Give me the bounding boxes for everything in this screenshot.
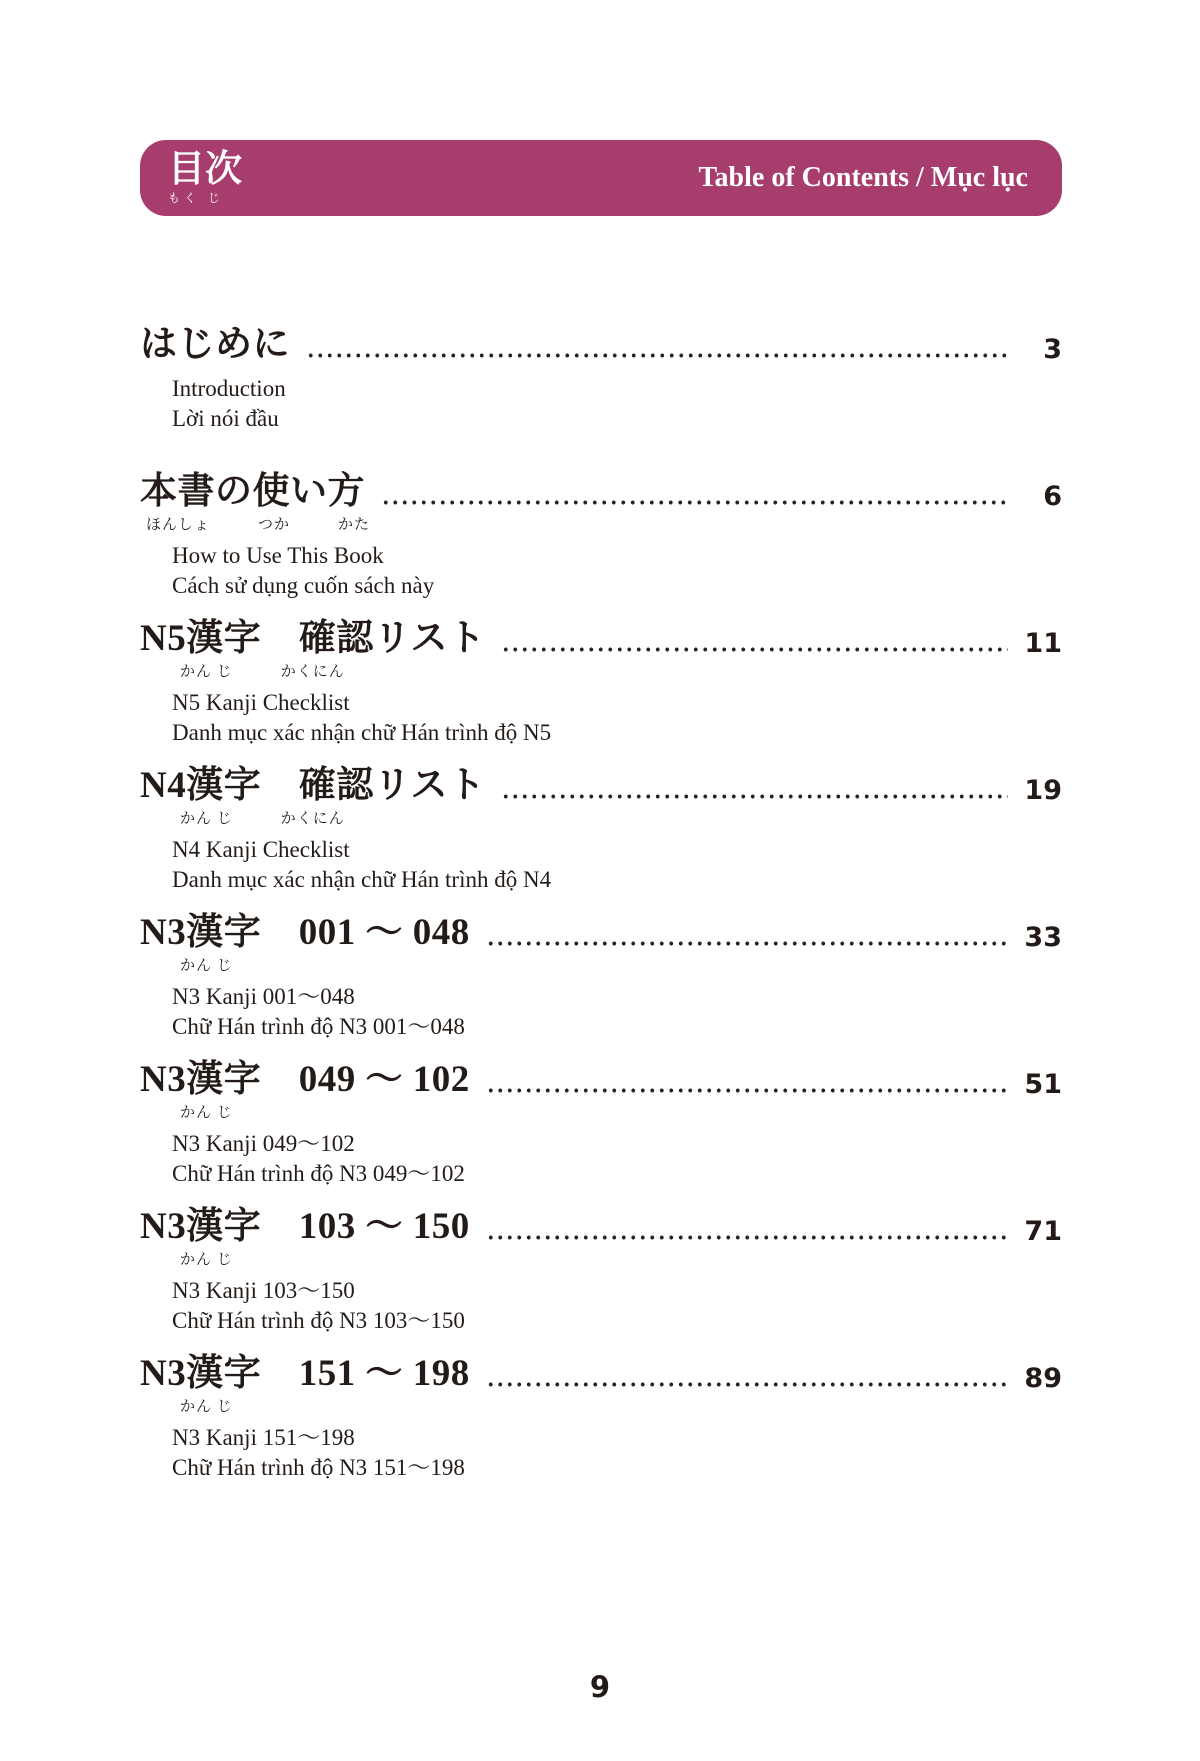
toc-entry-title: N3漢字 103 〜 150 — [140, 1206, 470, 1247]
toc-entry-title: 本書の使い方 — [140, 471, 365, 512]
page-number: 19 — [1024, 775, 1062, 806]
toc-entry-furigana: かん じ — [180, 1252, 233, 1268]
toc-entry — [140, 322, 1062, 434]
dotted-leader — [486, 1382, 1008, 1387]
toc-entry — [140, 910, 1062, 1042]
toc-entry-title-row — [140, 763, 1062, 809]
footer-page-number: 9 — [589, 1670, 611, 1704]
toc-entry-subtitles — [140, 1423, 1062, 1483]
toc-entry-title-row — [140, 322, 1062, 368]
toc-entry — [140, 616, 1062, 748]
toc-entry-title-row — [140, 1057, 1062, 1103]
dotted-leader — [486, 941, 1008, 946]
toc-entry-title: はじめに — [140, 324, 290, 365]
subtitle-english: Introduction — [172, 376, 286, 401]
toc-entry-title: N5漢字 確認リスト — [140, 618, 486, 659]
subtitle-english: N5 Kanji Checklist — [172, 690, 350, 715]
toc-list — [140, 322, 1062, 1498]
toc-entry-subtitles — [140, 541, 1062, 601]
dotted-leader — [306, 353, 1008, 358]
toc-badge-title: 目次 — [168, 146, 242, 190]
subtitle-vietnamese: Chữ Hán trình độ N3 151〜198 — [172, 1455, 465, 1480]
page-number: 51 — [1024, 1069, 1062, 1100]
toc-entry-title-row — [140, 469, 1062, 515]
toc-entry — [140, 763, 1062, 895]
dotted-leader — [381, 500, 1008, 505]
toc-entry-furigana: かん じ — [180, 1105, 233, 1121]
toc-entry-title-row — [140, 1204, 1062, 1250]
toc-entry-subtitles — [140, 835, 1062, 895]
toc-entry-furigana: かん じ かくにん — [180, 664, 345, 680]
subtitle-vietnamese: Cách sử dụng cuốn sách này — [172, 573, 435, 598]
dotted-leader — [486, 1088, 1008, 1093]
toc-entry-title: N3漢字 049 〜 102 — [140, 1059, 470, 1100]
toc-badge-furigana: もく じ — [168, 191, 224, 206]
toc-entry-furigana: ほんしょ つか かた — [146, 517, 371, 533]
toc-entry-subtitles — [140, 374, 1062, 434]
subtitle-vietnamese: Chữ Hán trình độ N3 001〜048 — [172, 1014, 465, 1039]
toc-entry-furigana: かん じ — [180, 1399, 233, 1415]
dotted-leader — [486, 1235, 1008, 1240]
toc-entry-subtitles — [140, 1129, 1062, 1189]
page-number: 33 — [1024, 922, 1062, 953]
toc-entry — [140, 1204, 1062, 1336]
toc-entry-title-row — [140, 1351, 1062, 1397]
subtitle-vietnamese: Danh mục xác nhận chữ Hán trình độ N4 — [172, 867, 552, 892]
subtitle-english: How to Use This Book — [172, 543, 384, 568]
page-number: 6 — [1043, 481, 1062, 512]
page-number: 11 — [1024, 628, 1062, 659]
subtitle-vietnamese: Lời nói đầu — [172, 406, 279, 431]
header-bar — [140, 140, 1062, 216]
toc-entry-title: N4漢字 確認リスト — [140, 765, 486, 806]
toc-entry-subtitles — [140, 1276, 1062, 1336]
toc-entry — [140, 1351, 1062, 1483]
toc-entry-furigana: かん じ かくにん — [180, 811, 345, 827]
dotted-leader — [501, 647, 1008, 652]
dotted-leader — [501, 794, 1008, 799]
toc-entry-furigana: かん じ — [180, 958, 233, 974]
toc-entry — [140, 469, 1062, 601]
toc-entry-subtitles — [140, 982, 1062, 1042]
toc-entry — [140, 1057, 1062, 1189]
subtitle-english: N3 Kanji 049〜102 — [172, 1131, 355, 1156]
toc-entry-title-row — [140, 616, 1062, 662]
subtitle-vietnamese: Chữ Hán trình độ N3 103〜150 — [172, 1308, 465, 1333]
subtitle-vietnamese: Danh mục xác nhận chữ Hán trình độ N5 — [172, 720, 552, 745]
subtitle-vietnamese: Chữ Hán trình độ N3 049〜102 — [172, 1161, 465, 1186]
page-number: 71 — [1024, 1216, 1062, 1247]
toc-badge — [140, 146, 242, 207]
page-number: 89 — [1024, 1363, 1062, 1394]
page-number: 3 — [1043, 334, 1062, 365]
toc-entry-title-row — [140, 910, 1062, 956]
toc-entry-title: N3漢字 151 〜 198 — [140, 1353, 470, 1394]
header-title: Table of Contents / Mục lục — [698, 162, 1028, 193]
subtitle-english: N3 Kanji 001〜048 — [172, 984, 355, 1009]
subtitle-english: N3 Kanji 103〜150 — [172, 1278, 355, 1303]
subtitle-english: N4 Kanji Checklist — [172, 837, 350, 862]
toc-entry-title: N3漢字 001 〜 048 — [140, 912, 470, 953]
toc-entry-subtitles — [140, 688, 1062, 748]
subtitle-english: N3 Kanji 151〜198 — [172, 1425, 355, 1450]
